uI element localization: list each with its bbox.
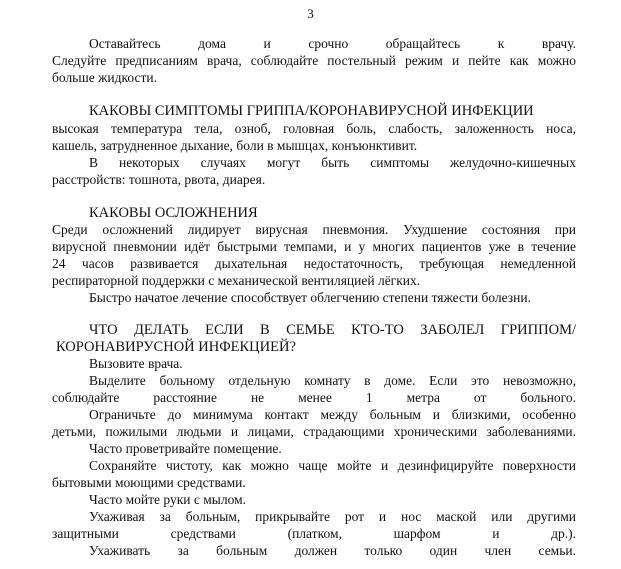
text-line: Часто мойте руки с мылом. xyxy=(89,492,246,507)
text-line: Следуйте предписаниям врача, соблюдайте постельный режим и пейте как можно xyxy=(52,53,576,68)
text-line: Среди осложнений лидирует вирусная пневмония. Ухудшение состояния при xyxy=(52,222,576,237)
section-heading: КОРОНАВИРУСНОЙ ИНФЕКЦИЕЙ? xyxy=(56,339,296,355)
text-line: Быстро начатое лечение способствует облегчению степени тяжести болезни. xyxy=(89,290,531,305)
page-number: 3 xyxy=(307,6,314,21)
text-line: вирусной пневмонии идёт быстрыми темпами, и у многих пациентов уже в течение xyxy=(52,239,576,254)
section-heading: ЧТО ДЕЛАТЬ ЕСЛИ В СЕМЬЕ КТО-ТО ЗАБОЛЕЛ ГРИППОМ/ xyxy=(89,322,576,338)
text-line: бытовыми моющими средствами. xyxy=(52,475,246,490)
text-line: Часто проветривайте помещение. xyxy=(89,441,282,456)
text-line: соблюдайте расстояние не менее 1 метра от больного. xyxy=(52,390,576,405)
section-heading: КАКОВЫ ОСЛОЖНЕНИЯ xyxy=(89,205,258,221)
text-line: расстройств: тошнота, рвота, диарея. xyxy=(52,172,266,187)
text-line: больше жидкости. xyxy=(52,70,157,85)
text-line: Ухаживая за больным, прикрывайте рот и нос маской или другими xyxy=(89,509,576,524)
text-line: Ограничьте до минимума контакт между больным и близкими, особенно xyxy=(89,407,576,422)
text-line: В некоторых случаях могут быть симптомы желудочно-кишечных xyxy=(89,155,576,170)
text-line: Сохраняйте чистоту, как можно чаще мойте и дезинфицируйте поверхности xyxy=(89,458,576,473)
text-line: Оставайтесь дома и срочно обращайтесь к врачу. xyxy=(89,36,576,51)
text-line: Выделите больному отдельную комнату в доме. Если это невозможно, xyxy=(89,373,576,388)
text-line: кашель, затрудненное дыхание, боли в мышцах, конъюнктивит. xyxy=(52,138,418,153)
section-heading: КАКОВЫ СИМПТОМЫ ГРИППА/КОРОНАВИРУСНОЙ ИНФЕКЦИИ xyxy=(89,103,534,119)
text-line: Ухаживать за больным должен только один член семьи. xyxy=(89,543,576,558)
text-line: высокая температура тела, озноб, головная боль, слабость, заложенность носа, xyxy=(52,121,576,136)
text-line: 24 часов развивается дыхательная недостаточность, требующая немедленной xyxy=(52,256,576,271)
text-line: защитными средствами (платком, шарфом и др.). xyxy=(52,526,576,541)
text-line: респираторной поддержки с механической вентиляцией лёгких. xyxy=(52,273,421,288)
text-line: детьми, пожилыми людьми и лицами, страдающими хроническими заболеваниями. xyxy=(52,424,576,439)
text-line: Вызовите врача. xyxy=(89,356,183,371)
